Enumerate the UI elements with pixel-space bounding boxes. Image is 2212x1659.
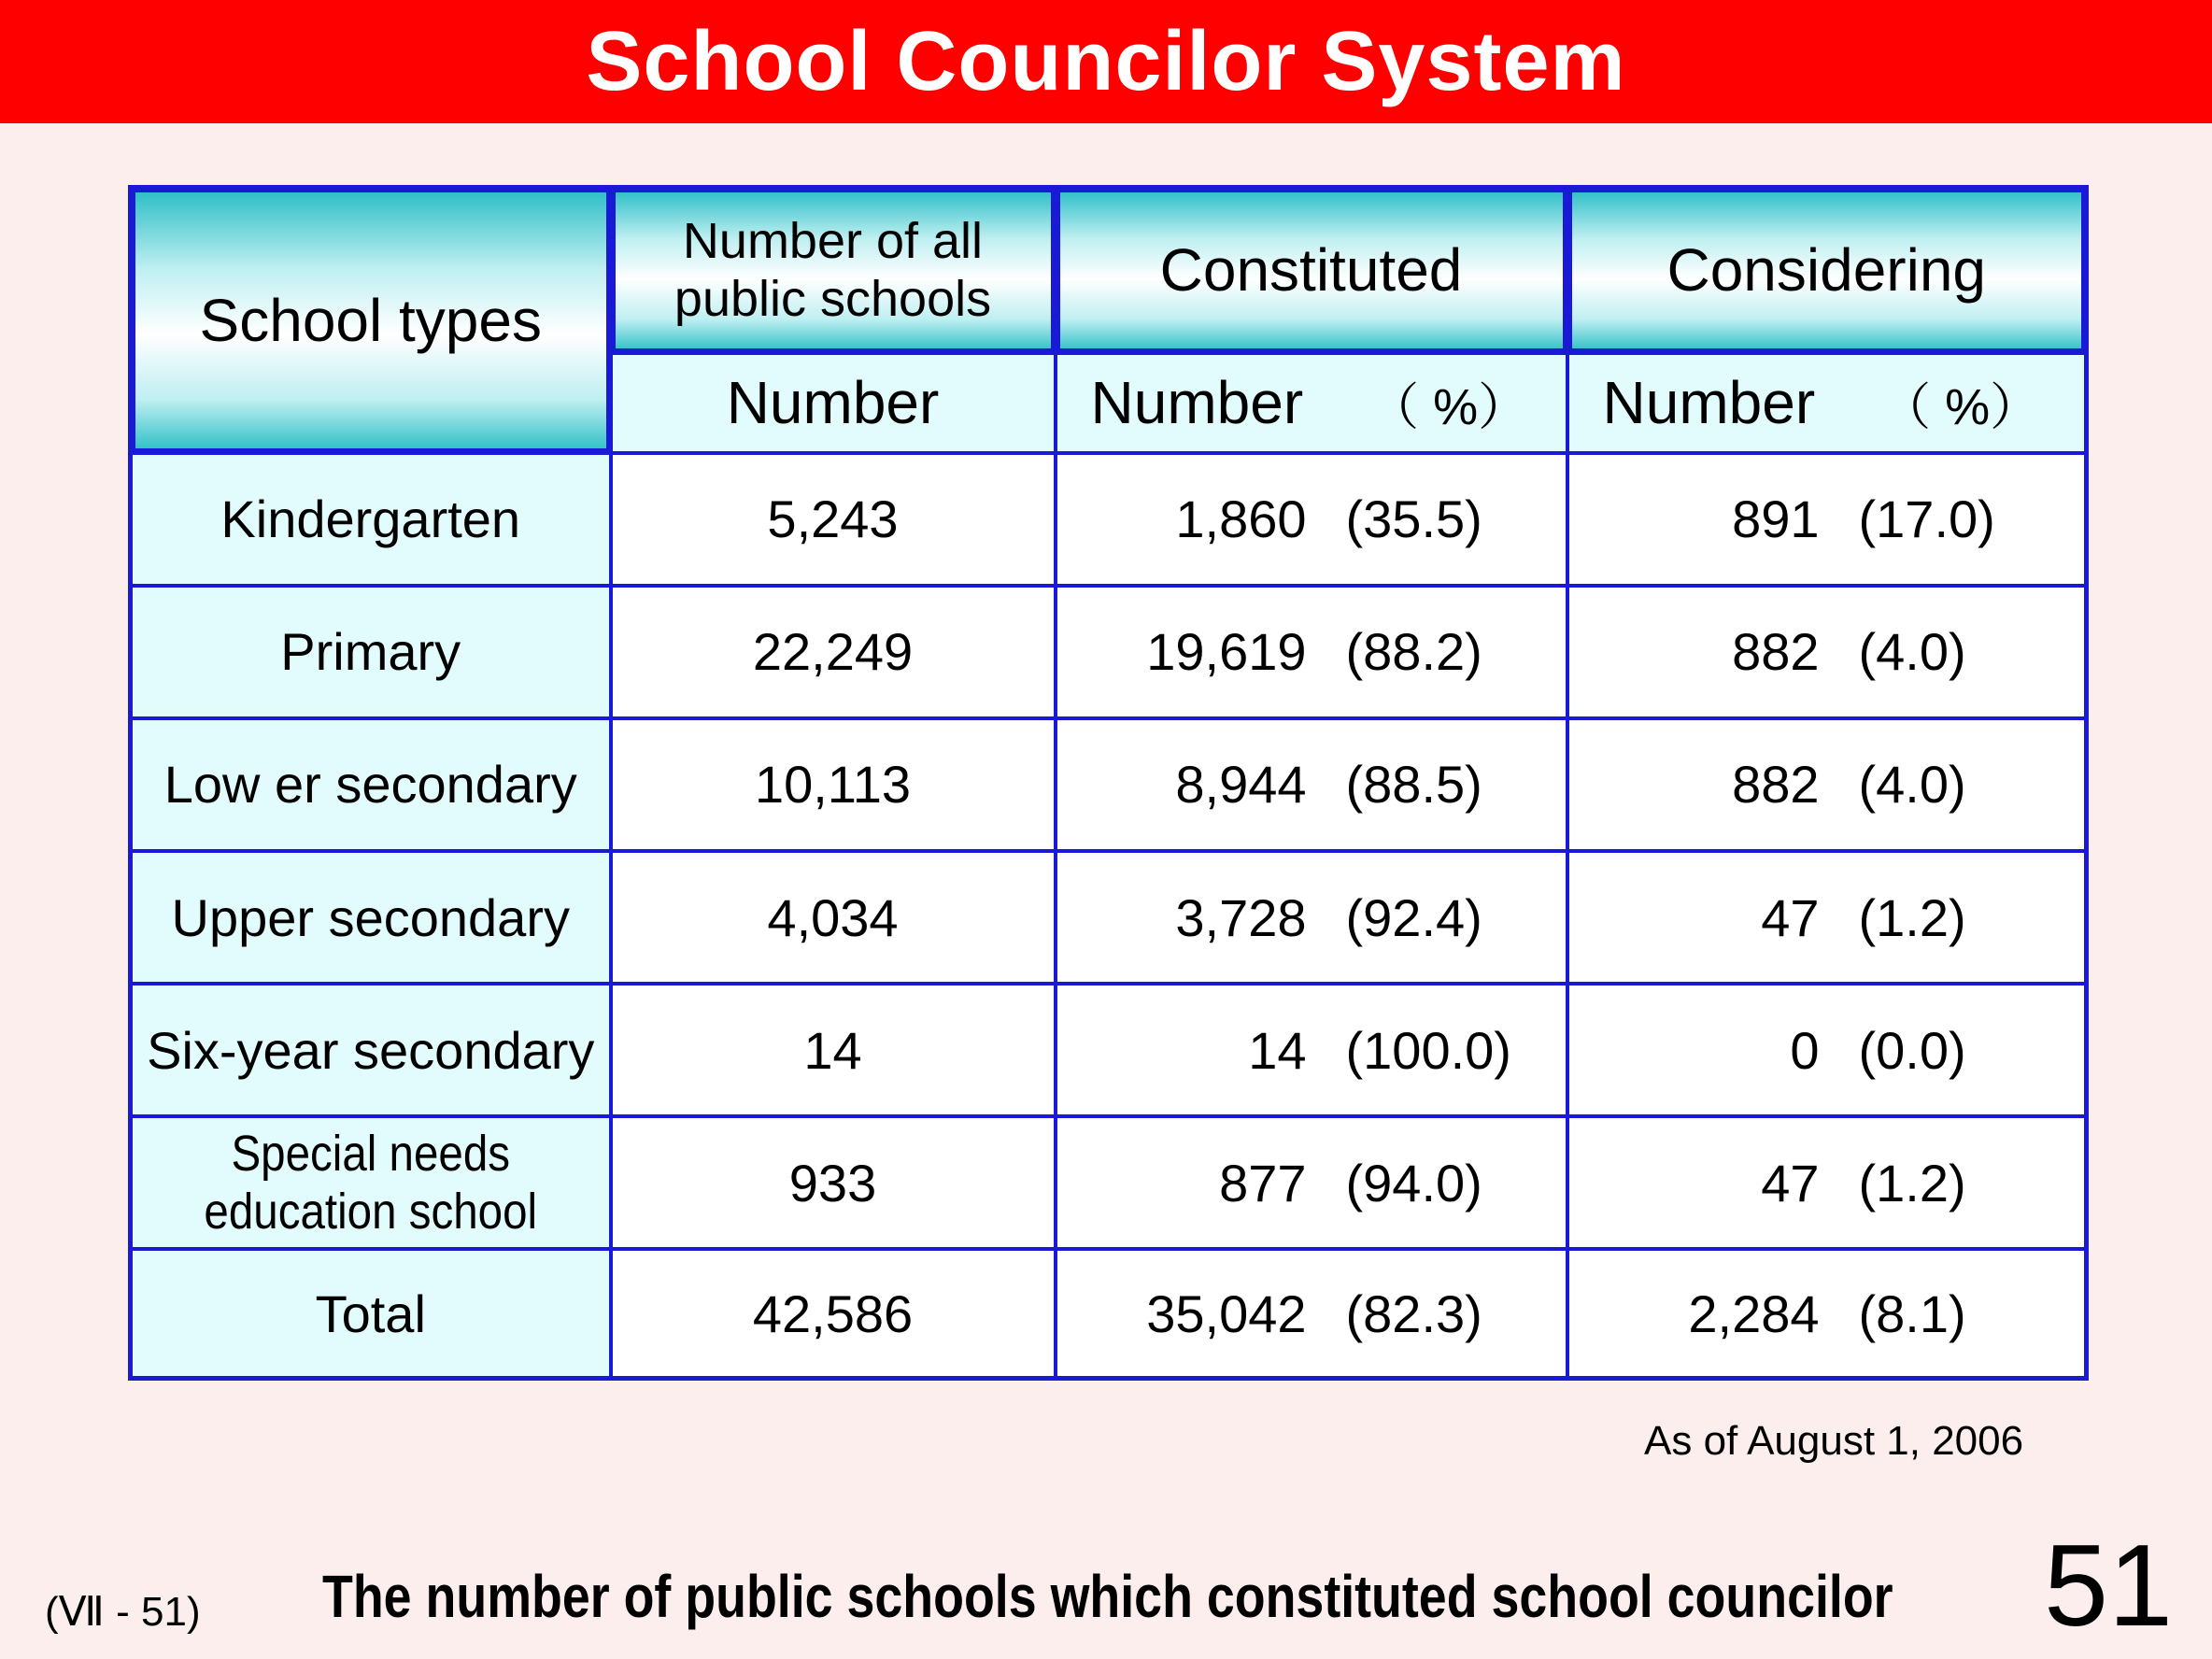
row-label: [131, 1116, 611, 1249]
cell-constituted-pct: (88.2): [1345, 622, 1482, 682]
cell-constituted: 877: [1219, 1153, 1307, 1212]
row-label: Kindergarten: [131, 453, 611, 586]
header-col2-number: Number: [611, 353, 1056, 453]
cell-all: 4,034: [611, 851, 1056, 984]
table-row: [131, 718, 2087, 851]
header-col2-line1: Number of all: [682, 213, 984, 270]
header-constituted: Constituted: [1056, 188, 1567, 353]
cell-considering-pct: (1.2): [1858, 1153, 1966, 1212]
row-label: Low er secondary: [131, 718, 611, 851]
header-col4-number: Number: [1602, 369, 1816, 437]
cell-considering-total: 2,284: [1688, 1283, 1820, 1343]
table-row: [131, 1116, 2087, 1249]
cell-considering: 0: [1790, 1020, 1820, 1080]
cell-constituted: 1,860: [1175, 489, 1307, 549]
title-bar: [0, 0, 2212, 123]
row-label: Upper secondary: [131, 851, 611, 984]
cell-considering-pct: (17.0): [1858, 489, 1995, 549]
cell-considering: 882: [1732, 622, 1820, 682]
cell-constituted-pct-total: (82.3): [1345, 1283, 1482, 1343]
school-councilor-table: [128, 185, 2089, 1381]
header-school-types: School types: [131, 188, 611, 453]
cell-constituted: 14: [1248, 1020, 1307, 1080]
table-row: [131, 453, 2087, 586]
table-row: [131, 586, 2087, 718]
cell-considering: 891: [1732, 489, 1820, 549]
header-col3-pct: （ %）: [1368, 378, 1529, 435]
cell-considering: 882: [1732, 755, 1820, 815]
row-label: Primary: [131, 586, 611, 718]
cell-considering-pct: (1.2): [1858, 887, 1966, 947]
cell-constituted-pct: (94.0): [1345, 1153, 1482, 1212]
slide-caption: The number of public schools which constituted school councilor: [322, 1563, 1893, 1630]
cell-constituted-pct: (100.0): [1345, 1020, 1511, 1080]
cell-constituted: 3,728: [1175, 887, 1307, 947]
table-row-total: [131, 1249, 2087, 1378]
cell-considering-pct-total: (8.1): [1858, 1283, 1966, 1343]
header-col4-pct: （ %）: [1880, 378, 2041, 435]
table-row: [131, 851, 2087, 984]
cell-considering: 47: [1761, 887, 1820, 947]
cell-constituted-total: 35,042: [1146, 1283, 1307, 1343]
as-of-date: As of August 1, 2006: [1644, 1418, 2024, 1464]
cell-all: 5,243: [611, 453, 1056, 586]
header-col2-line2: public schools: [674, 271, 992, 328]
cell-considering-pct: (0.0): [1858, 1020, 1966, 1080]
cell-considering-pct: (4.0): [1858, 755, 1966, 815]
row-label-special-line1: Special needs: [231, 1126, 511, 1183]
cell-constituted: 8,944: [1175, 755, 1307, 815]
cell-all: 933: [611, 1116, 1056, 1249]
row-label-total: Total: [131, 1249, 611, 1378]
cell-considering-pct: (4.0): [1858, 622, 1966, 682]
cell-constituted-pct: (35.5): [1345, 489, 1482, 549]
table-row: [131, 984, 2087, 1116]
header-col4-sub: [1567, 353, 2087, 453]
cell-all-total: 42,586: [611, 1249, 1056, 1378]
cell-considering: 47: [1761, 1153, 1820, 1212]
page-number: 51: [2044, 1522, 2173, 1651]
header-row-top: [131, 188, 2087, 353]
cell-constituted-pct: (88.5): [1345, 755, 1482, 815]
cell-all: 22,249: [611, 586, 1056, 718]
header-considering: Considering: [1567, 188, 2087, 353]
header-col3-sub: [1056, 353, 1567, 453]
cell-constituted: 19,619: [1146, 622, 1307, 682]
row-label: Six-year secondary: [131, 984, 611, 1116]
page-title: School Councilor System: [586, 14, 1626, 108]
cell-all: 14: [611, 984, 1056, 1116]
cell-all: 10,113: [611, 718, 1056, 851]
row-label-special-line2: education school: [204, 1184, 538, 1241]
slide-reference: (Ⅶ - 51): [45, 1589, 201, 1635]
header-col3-number: Number: [1090, 369, 1304, 437]
cell-constituted-pct: (92.4): [1345, 887, 1482, 947]
header-number-of-all-public-schools: [611, 188, 1056, 353]
